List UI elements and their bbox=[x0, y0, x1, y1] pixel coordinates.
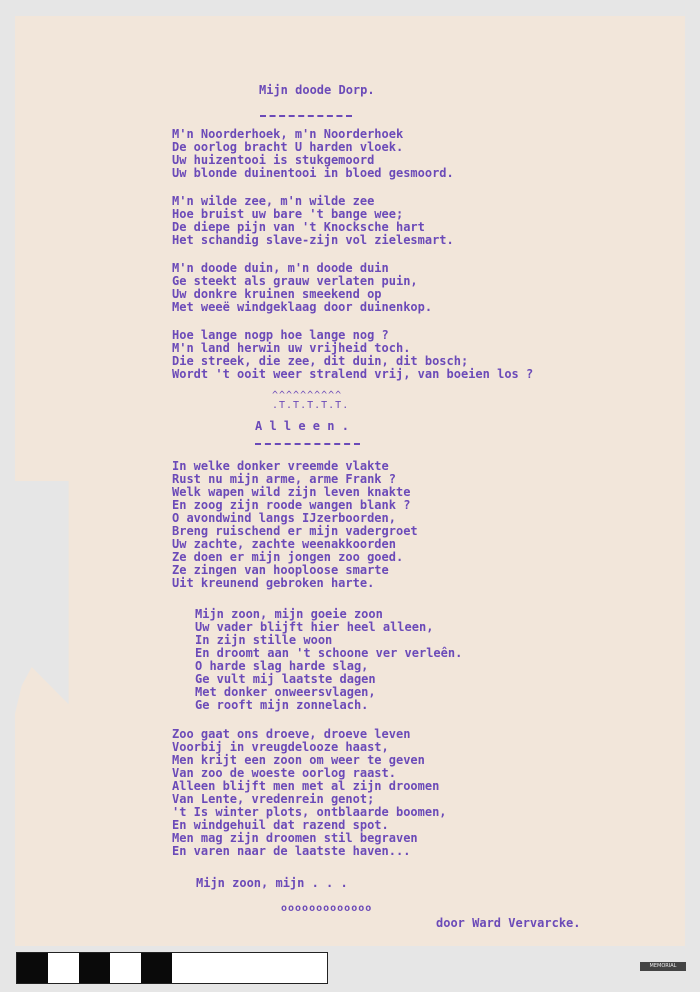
poem-line: En varen naar de laatste haven... bbox=[172, 844, 411, 858]
poem-line: Men mag zijn droomen stil begraven bbox=[172, 831, 418, 845]
poem-line: In welke donker vreemde vlakte bbox=[172, 459, 389, 473]
stanza-4 bbox=[172, 329, 533, 381]
color-calibration-bar bbox=[16, 952, 328, 984]
poem-line: Ge rooft mijn zonnelach. bbox=[195, 698, 369, 712]
poem-line: M'n land herwin uw vrijheid toch. bbox=[172, 341, 411, 355]
stanza-3 bbox=[172, 262, 432, 314]
poem-line: O avondwind langs IJzerboorden, bbox=[172, 511, 396, 525]
second-title: A l l e e n . bbox=[255, 419, 349, 433]
poem-line: Breng ruischend er mijn vadergroet bbox=[172, 524, 418, 538]
archive-tag: MEMORIAL bbox=[640, 962, 686, 971]
poem-line: Uw vader blijft hier heel alleen, bbox=[195, 620, 434, 634]
poem-line: Ze doen er mijn jongen zoo goed. bbox=[172, 550, 404, 564]
poem-line: En droomt aan 't schoone ver verleên. bbox=[195, 646, 463, 660]
title-underline bbox=[260, 115, 352, 117]
poem-line: In zijn stille woon bbox=[195, 633, 333, 647]
poem-line: Hoe lange nogp hoe lange nog ? bbox=[172, 328, 389, 342]
poem-line: Men krijt een zoon om weer te geven bbox=[172, 753, 425, 767]
separator-top: ^^^^^^^^^^ bbox=[272, 390, 343, 401]
section-1 bbox=[172, 460, 418, 590]
poem-line: 't Is winter plots, ontblaarde boomen, bbox=[172, 805, 447, 819]
poem-line: Uw donkre kruinen smeekend op bbox=[172, 287, 382, 301]
poem-line: Ze zingen van hooploose smarte bbox=[172, 563, 389, 577]
closing-line: Mijn zoon, mijn . . . bbox=[196, 876, 348, 890]
poem-line: Met donker onweersvlagen, bbox=[195, 685, 376, 699]
poem-title: Mijn doode Dorp. bbox=[259, 83, 375, 97]
second-title-underline bbox=[255, 443, 360, 445]
poem-line: De oorlog bracht U harden vloek. bbox=[172, 140, 404, 154]
poem-line: En windgehuil dat razend spot. bbox=[172, 818, 389, 832]
section-2 bbox=[195, 608, 462, 712]
poem-line: Welk wapen wild zijn leven knakte bbox=[172, 485, 411, 499]
poem-line: M'n doode duin, m'n doode duin bbox=[172, 261, 389, 275]
poem-line: Uit kreunend gebroken harte. bbox=[172, 576, 375, 590]
poem-line: Alleen blijft men met al zijn droomen bbox=[172, 779, 440, 793]
poem-line: Rust nu mijn arme, arme Frank ? bbox=[172, 472, 396, 486]
stanza-1 bbox=[172, 128, 454, 180]
poem-line: Wordt 't ooit weer stralend vrij, van boeien los ? bbox=[172, 367, 534, 381]
poem-line: Hoe bruist uw bare 't bange wee; bbox=[172, 207, 404, 221]
poem-line: Uw huizentooi is stukgemoord bbox=[172, 153, 375, 167]
section-3 bbox=[172, 728, 447, 858]
author-credit: door Ward Vervarcke. bbox=[436, 916, 581, 930]
poem-line: Voorbij in vreugdelooze haast, bbox=[172, 740, 389, 754]
poem-line: Ge steekt als grauw verlaten puin, bbox=[172, 274, 418, 288]
poem-line: M'n Noorderhoek, m'n Noorderhoek bbox=[172, 127, 404, 141]
poem-line: Die streek, die zee, dit duin, dit bosch; bbox=[172, 354, 469, 368]
poem-line: Uw blonde duinentooi in bloed gesmoord. bbox=[172, 166, 454, 180]
poem-line: Ge vult mij laatste dagen bbox=[195, 672, 376, 686]
poem-line: Uw zachte, zachte weenakkoorden bbox=[172, 537, 396, 551]
stanza-2 bbox=[172, 195, 454, 247]
poem-line: Van zoo de woeste oorlog raast. bbox=[172, 766, 396, 780]
poem-line: En zoog zijn roode wangen blank ? bbox=[172, 498, 411, 512]
poem-line: M'n wilde zee, m'n wilde zee bbox=[172, 194, 375, 208]
poem-line: Mijn zoon, mijn goeie zoon bbox=[195, 607, 383, 621]
poem-line: De diepe pijn van 't Knocksche hart bbox=[172, 220, 425, 234]
poem-line: O harde slag harde slag, bbox=[195, 659, 369, 673]
poem-line: Zoo gaat ons droeve, droeve leven bbox=[172, 727, 411, 741]
poem-line: Van Lente, vredenrein genot; bbox=[172, 792, 375, 806]
end-mark: ooooooooooooo bbox=[281, 903, 373, 914]
poem-line: Het schandig slave-zijn vol zielesmart. bbox=[172, 233, 454, 247]
separator-bottom: .T.T.T.T.T. bbox=[272, 400, 350, 411]
poem-line: Met weeë windgeklaag door duinenkop. bbox=[172, 300, 433, 314]
